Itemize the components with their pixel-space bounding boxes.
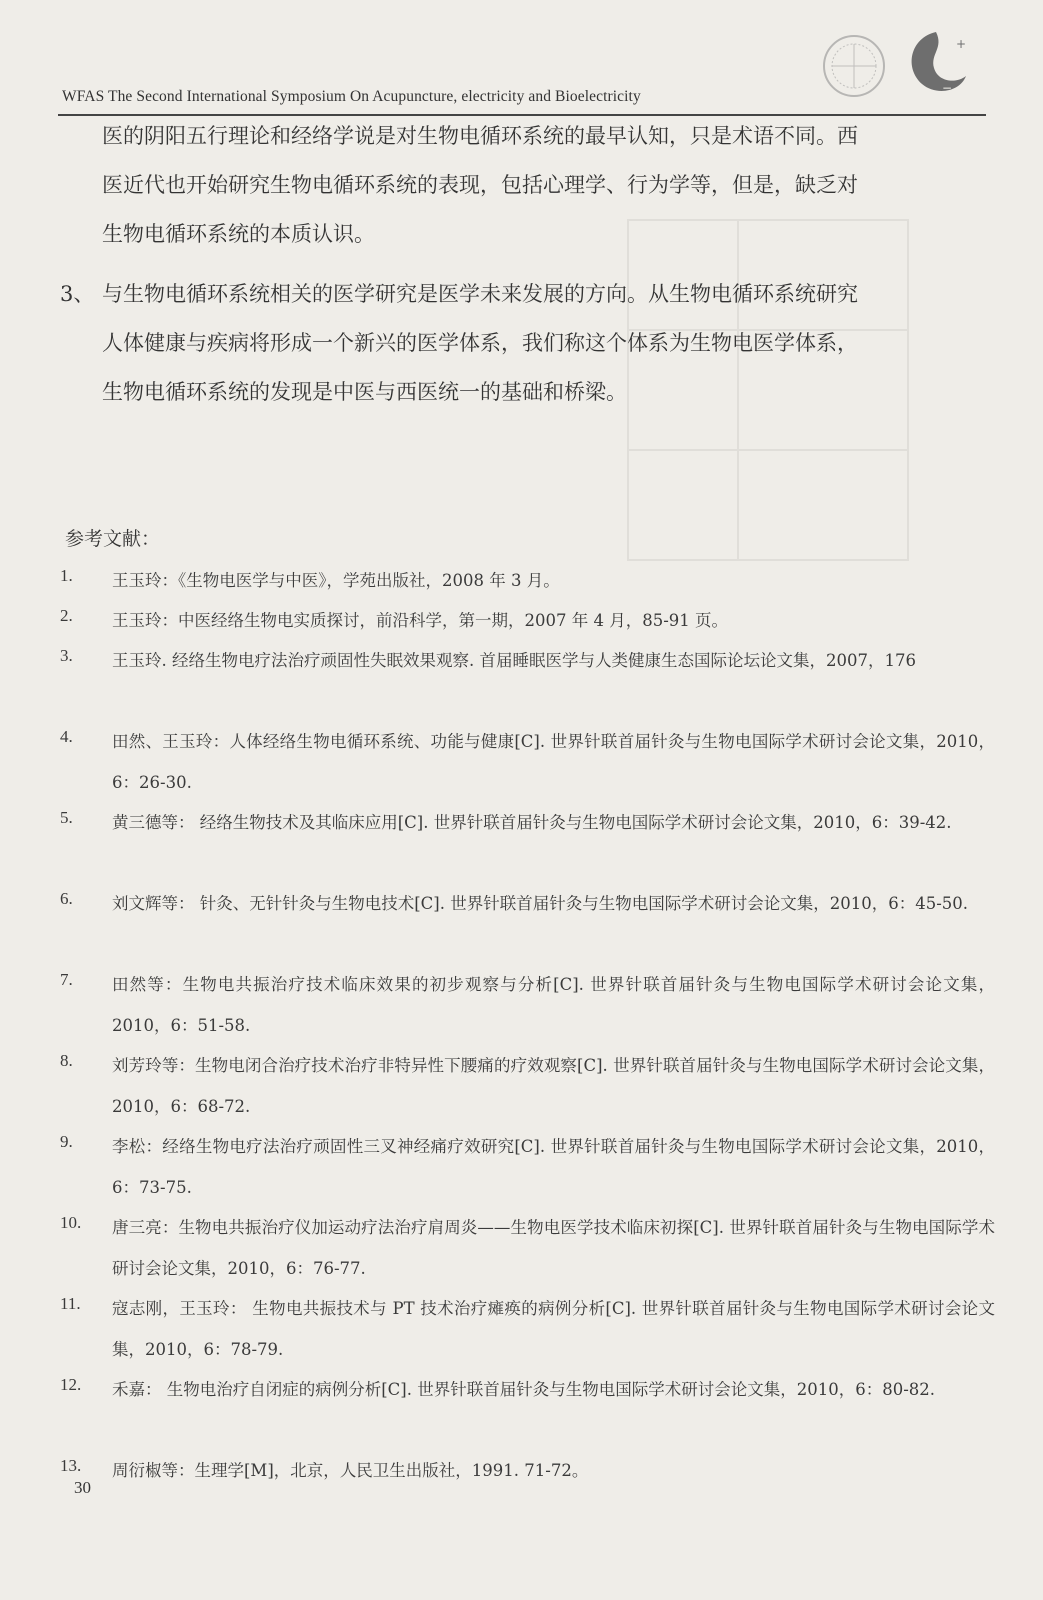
reference-item: [60, 721, 995, 802]
paragraph-line: 医近代也开始研究生物电循环系统的表现，包括心理学、行为学等，但是，缺乏对: [102, 173, 858, 197]
paragraph-line: 医的阴阳五行理论和经络学说是对生物电循环系统的最早认知，只是术语不同。西: [102, 124, 858, 148]
reference-text: 刘芳玲等：生物电闭合治疗技术治疗非特异性下腰痛的疗效观察[C]. 世界针联首届针灸与生物电国际学术研讨会论文集，2010，6：68-72.: [112, 1056, 995, 1116]
reference-text: 王玉玲：中医经络生物电实质探讨，前沿科学，第一期，2007 年 4 月，85-91 页。: [112, 611, 729, 630]
reference-item: [60, 1126, 995, 1207]
reference-item: [60, 560, 995, 600]
reference-number: 6.: [60, 889, 73, 908]
reference-text: 王玉玲：《生物电医学与中医》，学苑出版社，2008 年 3 月。: [112, 571, 560, 590]
paragraph-line: 人体健康与疾病将形成一个新兴的医学体系，我们称这个体系为生物电医学体系，: [102, 331, 858, 355]
yin-yang-icon: [912, 32, 966, 95]
reference-text: 周衍椒等：生理学[M]，北京，人民卫生出版社，1991. 71-72。: [112, 1461, 589, 1480]
reference-text: 田然、王玉玲：人体经络生物电循环系统、功能与健康[C]. 世界针联首届针灸与生物电国际学术研讨会论文集，2010，6：26-30.: [112, 732, 995, 792]
reference-text: 田然等：生物电共振治疗技术临床效果的初步观察与分析[C]. 世界针联首届针灸与生物电国际学术研讨会论文集，2010，6：51-58.: [112, 975, 995, 1035]
reference-number: 5.: [60, 808, 73, 827]
paragraph-line: 生物电循环系统的发现是中医与西医统一的基础和桥梁。: [102, 380, 627, 404]
reference-item: [60, 1207, 995, 1288]
reference-item: [60, 600, 995, 640]
reference-item: [60, 1288, 995, 1369]
paragraph-line: 生物电循环系统的本质认识。: [102, 222, 375, 246]
reference-text: 唐三亮：生物电共振治疗仪加运动疗法治疗肩周炎——生物电医学技术临床初探[C]. 世界针联首届针灸与生物电国际学术研讨会论文集，2010，6：76-77.: [112, 1218, 995, 1278]
reference-number: 10.: [60, 1213, 82, 1232]
reference-number: 4.: [60, 727, 73, 746]
reference-number: 8.: [60, 1051, 73, 1070]
reference-number: 3.: [60, 646, 73, 665]
reference-text: 王玉玲. 经络生物电疗法治疗顽固性失眠效果观察. 首届睡眠医学与人类健康生态国际论坛论文集，2007，176: [112, 651, 916, 670]
reference-item: [60, 883, 995, 964]
reference-text: 寇志刚，王玉玲： 生物电共振技术与 PT 技术治疗瘫痪的病例分析[C]. 世界针联首届针灸与生物电国际学术研讨会论文集，2010，6：78-79.: [112, 1299, 995, 1359]
list-marker: 3、: [60, 282, 95, 306]
reference-number: 7.: [60, 970, 73, 989]
reference-text: 刘文辉等： 针灸、无针针灸与生物电技术[C]. 世界针联首届针灸与生物电国际学术研讨会论文集，2010，6：45-50.: [112, 894, 969, 913]
paragraph-line: 与生物电循环系统相关的医学研究是医学未来发展的方向。从生物电循环系统研究: [102, 282, 858, 306]
running-header: WFAS The Second International Symposium On Acupuncture, electricity and Bioelectricity: [62, 88, 641, 105]
reference-number: 11.: [60, 1294, 81, 1313]
page-number: 30: [74, 1478, 91, 1497]
reference-text: 李松：经络生物电疗法治疗顽固性三叉神经痛疗效研究[C]. 世界针联首届针灸与生物电国际学术研讨会论文集，2010，6：73-75.: [112, 1137, 995, 1197]
reference-number: 9.: [60, 1132, 73, 1151]
reference-item: [60, 802, 995, 883]
reference-item: [60, 640, 995, 721]
symposium-logo: [818, 24, 978, 104]
reference-item: [60, 1450, 995, 1490]
seal-icon: [824, 36, 884, 96]
svg-text:−: −: [942, 81, 953, 95]
reference-number: 12.: [60, 1375, 82, 1394]
reference-text: 黄三德等： 经络生物技术及其临床应用[C]. 世界针联首届针灸与生物电国际学术研讨会论文集，2010，6：39-42.: [112, 813, 952, 832]
svg-text:+: +: [956, 37, 967, 51]
reference-item: [60, 964, 995, 1045]
reference-number: 1.: [60, 566, 73, 585]
reference-number: 2.: [60, 606, 73, 625]
body-paragraph-1: [60, 112, 992, 259]
reference-item: [60, 1369, 995, 1450]
body-paragraph-2: [60, 270, 992, 417]
reference-text: 禾嘉： 生物电治疗自闭症的病例分析[C]. 世界针联首届针灸与生物电国际学术研讨会论文集，2010，6：80-82.: [112, 1380, 936, 1399]
references-list: [60, 560, 995, 1490]
reference-item: [60, 1045, 995, 1126]
reference-number: 13.: [60, 1456, 82, 1475]
references-heading: 参考文献：: [65, 528, 161, 550]
